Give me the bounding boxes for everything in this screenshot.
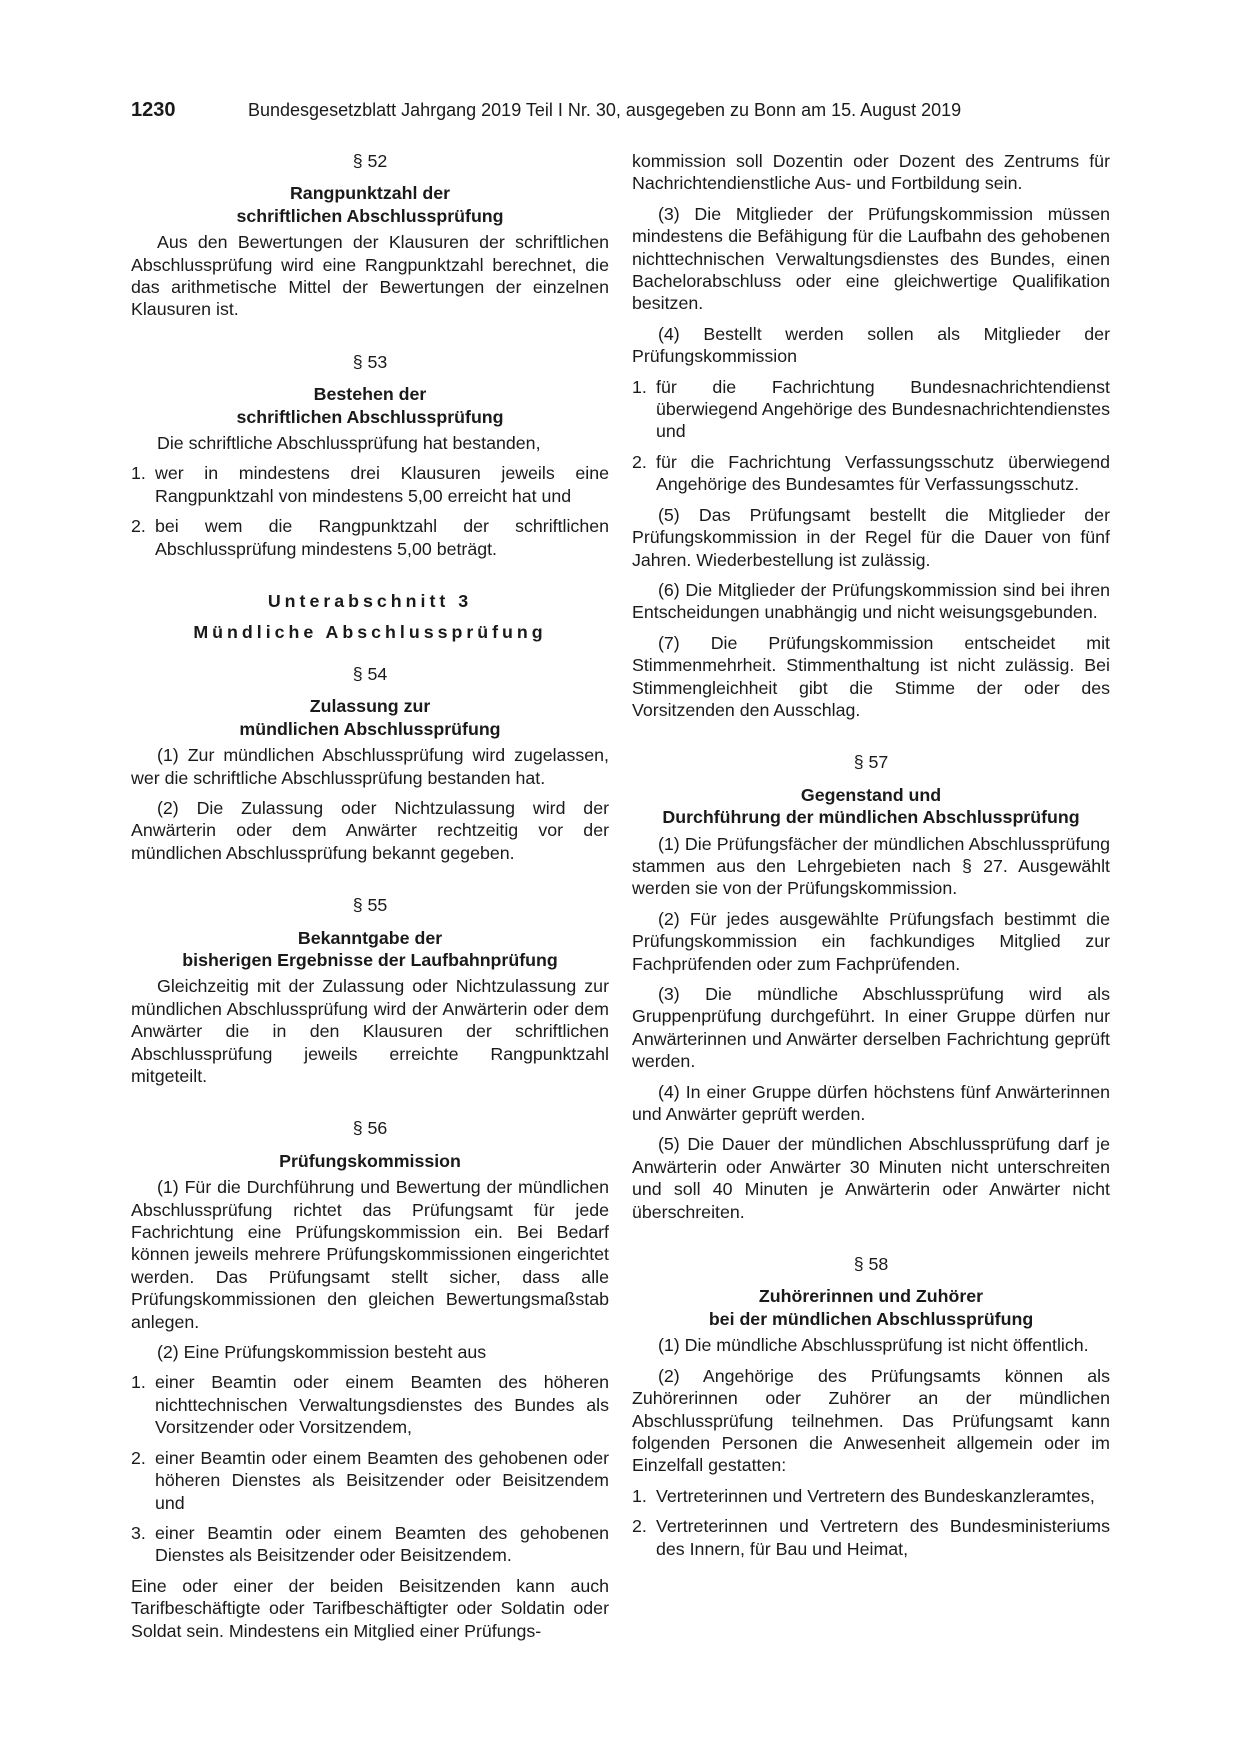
subsection-3-heading <box>131 590 609 643</box>
section-52 <box>131 150 609 321</box>
section-55 <box>131 894 609 1087</box>
section-number: § 56 <box>352 1118 388 1139</box>
section-56-continued <box>632 150 1110 721</box>
paragraph: Die schriftliche Abschlussprüfung hat bestanden, <box>157 433 541 454</box>
paragraph: (4) In einer Gruppe dürfen höchstens fünf Anwärterinnen und Anwärter geprüft werden. <box>632 1081 1110 1125</box>
list-item: 1. wer in mindestens drei Klausuren jeweils eine Rangpunktzahl von mindestens 5,00 erreicht hat und <box>131 463 609 506</box>
list-item: 2. einer Beamtin oder einem Beamten des gehobenen oder höheren Dienstes als Beisitzender oder Beisitzendem und <box>131 1447 609 1513</box>
paragraph: (2) Eine Prüfungskommission besteht aus <box>157 1342 487 1363</box>
section-56 <box>131 1117 609 1642</box>
subsection-title: Unterabschnitt 3 <box>267 591 473 612</box>
paragraph: (7) Die Prüfungskommission entscheidet mit Stimmenmehrheit. Stimmenthaltung ist nicht zulässig. Bei Stimmengleichheit gibt die Stimme der oder des Vorsitzenden den Ausschlag. <box>632 632 1110 720</box>
section-54 <box>131 663 609 864</box>
section-title: Bekanntgabe der bisherigen Ergebnisse der Laufbahnprüfung <box>182 927 558 970</box>
numbered-list <box>632 1485 1110 1560</box>
numbered-list <box>131 462 609 560</box>
paragraph: (2) Angehörige des Prüfungsamts können als Zuhörerinnen oder Zuhörer an der mündlichen Abschlussprüfung teilnehmen. Das Prüfungsamt kann folgenden Personen die Anwesenheit allgemein oder im Einzelfall gestatten: <box>632 1365 1110 1476</box>
list-item: 1. einer Beamtin oder einem Beamten des höheren nichttechnischen Verwaltungsdienstes des Bundes als Vorsitzender oder Vorsitzendem, <box>131 1372 609 1438</box>
paragraph: (2) Für jedes ausgewählte Prüfungsfach bestimmt die Prüfungskommission ein fachkundiges Mitglied zur Fachprüfenden oder zum Fachprüfenden. <box>632 908 1110 974</box>
paragraph: (5) Das Prüfungsamt bestellt die Mitglieder der Prüfungskommission in der Regel für die Dauer von fünf Jahren. Wiederbestellung ist zulässig. <box>632 504 1110 570</box>
section-57 <box>632 751 1110 1223</box>
paragraph: Aus den Bewertungen der Klausuren der schriftlichen Abschlussprüfung wird eine Rangpunktzahl berechnet, die das arithmetische Mittel der Bewertungen der einzelnen Klausuren ist. <box>131 232 609 320</box>
paragraph: Eine oder einer der beiden Beisitzenden kann auch Tarifbeschäftigte oder Tarifbeschäftigter oder Soldatin oder Soldat sein. Mindestens ein Mitglied einer Prüfungs- <box>131 1575 609 1641</box>
section-title: Gegenstand und Durchführung der mündlichen Abschlussprüfung <box>662 784 1080 828</box>
paragraph: (1) Zur mündlichen Abschlussprüfung wird zugelassen, wer die schriftliche Abschlussprüfung bestanden hat. <box>131 745 609 788</box>
section-number: § 53 <box>352 351 388 372</box>
list-item: 3. einer Beamtin oder einem Beamten des gehobenen Dienstes als Beisitzender oder Beisitzendem. <box>131 1522 609 1566</box>
section-number: § 52 <box>352 151 388 171</box>
paragraph: (1) Die mündliche Abschlussprüfung ist nicht öffentlich. <box>658 1335 1089 1356</box>
section-number: § 58 <box>853 1254 889 1275</box>
paragraph: (6) Die Mitglieder der Prüfungskommission sind bei ihren Entscheidungen unabhängig und nicht weisungsgebunden. <box>632 579 1110 623</box>
section-title: Bestehen der schriftlichen Abschlussprüfung <box>236 384 504 427</box>
paragraph: kommission soll Dozentin oder Dozent des Zentrums für Nachrichtendienstliche Aus- und Fortbildung sein. <box>632 151 1110 194</box>
right-column <box>632 150 1110 1568</box>
section-title: Zulassung zur mündlichen Abschlussprüfung <box>239 696 501 739</box>
section-58 <box>632 1253 1110 1560</box>
paragraph: Gleichzeitig mit der Zulassung oder Nichtzulassung zur mündlichen Abschlussprüfung wird der Anwärterin oder dem Anwärter die in den Klausuren der schriftlichen Abschlussprüfung jeweils erreichte Rangpunktzahl mitgeteilt. <box>131 976 609 1086</box>
paragraph: (3) Die Mitglieder der Prüfungskommission müssen mindestens die Befähigung für die Laufbahn des gehobenen nichttechnischen Verwaltungsdienstes des Bundes, einen Bachelorabschluss oder eine gleichwertige Qualifikation besitzen. <box>632 203 1110 314</box>
list-item: 2. bei wem die Rangpunktzahl der schriftlichen Abschlussprüfung mindestens 5,00 beträgt. <box>131 516 609 559</box>
paragraph: (2) Die Zulassung oder Nichtzulassung wird der Anwärterin oder dem Anwärter rechtzeitig vor der mündlichen Abschlussprüfung bekannt gegeben. <box>131 797 609 863</box>
section-title: Prüfungskommission <box>279 1150 461 1171</box>
list-item: 2. für die Fachrichtung Verfassungsschutz überwiegend Angehörige des Bundesamtes für Verfassungsschutz. <box>632 451 1110 495</box>
paragraph: (1) Die Prüfungsfächer der mündlichen Abschlussprüfung stammen aus den Lehrgebieten nach § 27. Ausgewählt werden sie von der Prüfungskommission. <box>632 833 1110 899</box>
section-number: § 54 <box>352 663 388 684</box>
page-number: 1230 <box>131 99 176 121</box>
section-title: Rangpunktzahl der schriftlichen Abschlussprüfung <box>236 183 504 226</box>
section-53 <box>131 351 609 560</box>
paragraph: (1) Für die Durchführung und Bewertung der mündlichen Abschlussprüfung richtet das Prüfungsamt für jede Fachrichtung eine Prüfungskommission ein. Bei Bedarf können jeweils mehrere Prüfungskommissionen eingerichtet werden. Das Prüfungsamt stellt sicher, dass alle Prüfungskommissionen den gleichen Bewertungsmaßstab anlegen. <box>131 1177 609 1332</box>
left-column <box>131 150 609 1650</box>
paragraph: (3) Die mündliche Abschlussprüfung wird als Gruppenprüfung durchgeführt. In einer Gruppe dürfen nur Anwärterinnen und Anwärter derselben Fachrichtung geprüft werden. <box>632 984 1110 1072</box>
running-head: Bundesgesetzblatt Jahrgang 2019 Teil I Nr. 30, ausgegeben zu Bonn am 15. August 2019 <box>248 100 962 120</box>
numbered-list <box>131 1371 609 1566</box>
section-number: § 57 <box>853 752 889 773</box>
section-title: Zuhörerinnen und Zuhörer bei der mündlichen Abschlussprüfung <box>708 1286 1034 1329</box>
list-item: 1. für die Fachrichtung Bundesnachrichtendienst überwiegend Angehörige des Bundesnachrichtendienstes und <box>632 376 1110 442</box>
numbered-list <box>632 376 1110 496</box>
list-item: 2. Vertreterinnen und Vertretern des Bundesministeriums des Innern, für Bau und Heimat, <box>632 1516 1110 1559</box>
list-item: 1. Vertreterinnen und Vertretern des Bundeskanzleramtes, <box>632 1485 1095 1506</box>
paragraph: (4) Bestellt werden sollen als Mitglieder der Prüfungskommission <box>632 323 1110 367</box>
section-number: § 55 <box>352 895 388 916</box>
subsection-subtitle: Mündliche Abschlussprüfung <box>193 621 547 642</box>
paragraph: (5) Die Dauer der mündlichen Abschlussprüfung darf je Anwärterin oder Anwärter 30 Minuten nicht unterschreiten und soll 40 Minuten je Anwärterin oder Anwärter nicht überschreiten. <box>632 1134 1110 1222</box>
